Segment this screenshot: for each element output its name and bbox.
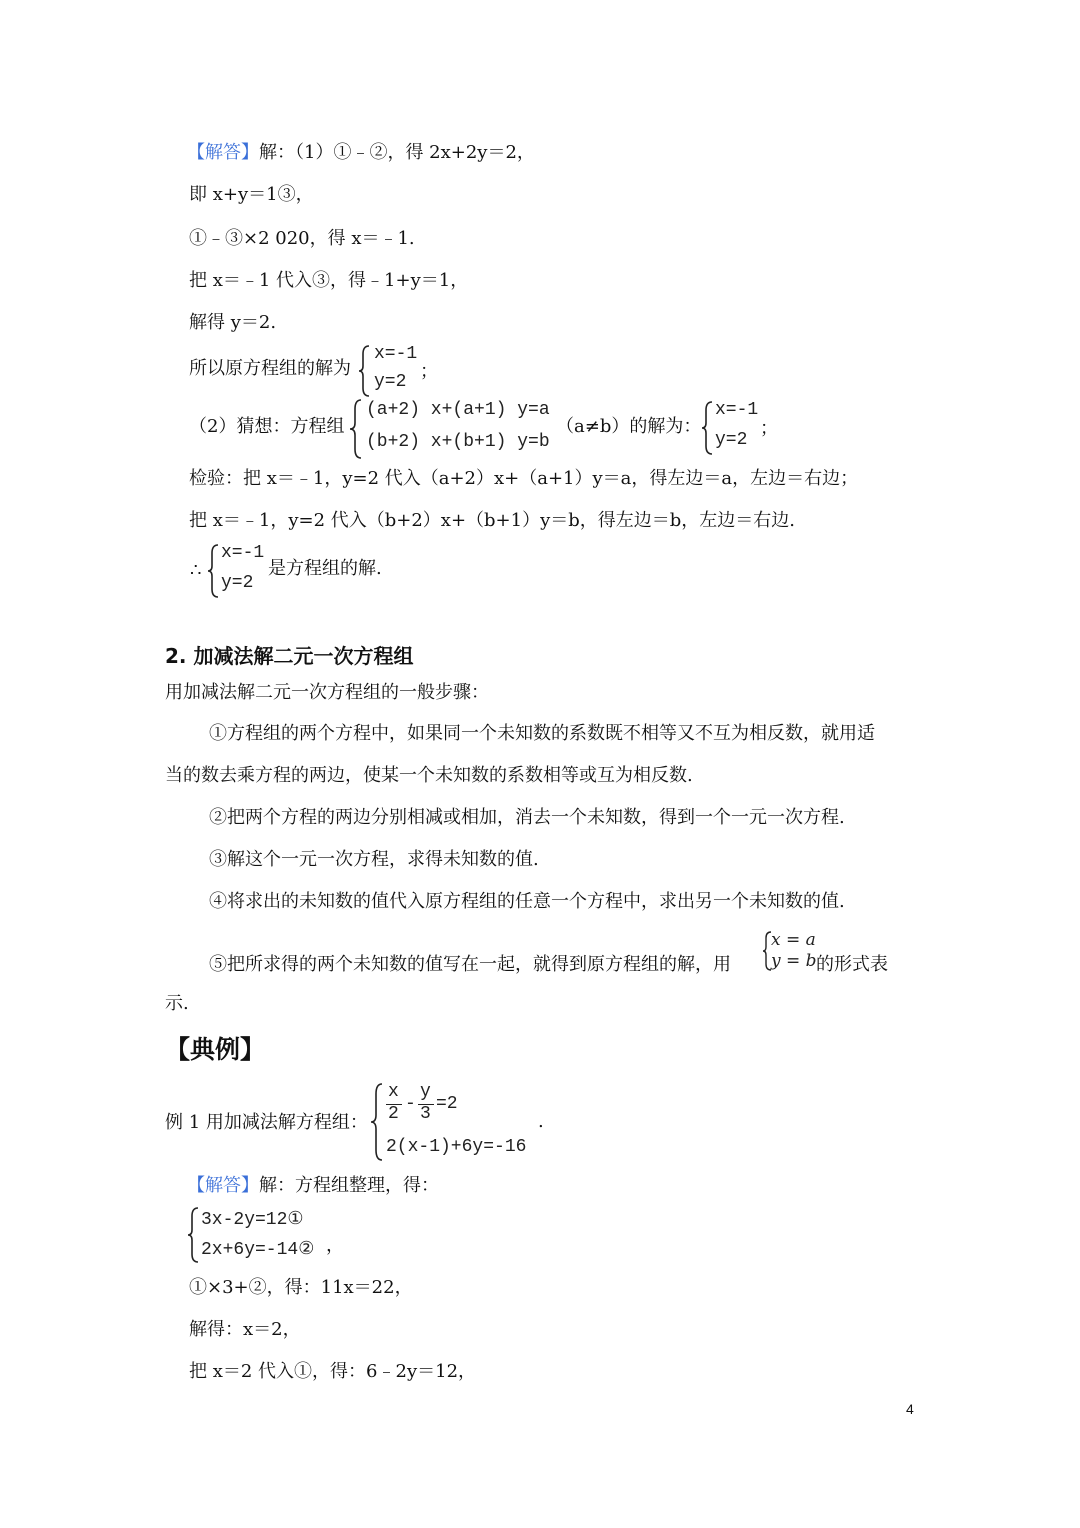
step-3: ③解这个一元一次方程，求得未知数的值. [209, 849, 539, 870]
step-1-line-1: ①方程组的两个方程中，如果同一个未知数的系数既不相等又不互为相反数，就用适 [209, 723, 875, 744]
solution-1-line-2: 即 x+y＝1③， [189, 184, 314, 205]
step-5: ⑤把所求得的两个未知数的值写在一起，就得到原方程组的解，用 [209, 954, 731, 975]
solution-1-line-8: 检验：把 x＝﹣1，y=2 代入（a+2）x+（a+1）y＝a，得左边＝a，左边＝右边； [189, 468, 859, 489]
section-heading: 2. 加减法解二元一次方程组 [165, 644, 414, 668]
guess-system: (a+2) x+(a+1) y=a (b+2) x+(b+1) y=b [366, 400, 550, 452]
section-intro: 用加减法解二元一次方程组的一般步骤： [165, 682, 489, 703]
example-heading: 【典例】 [165, 1035, 266, 1064]
page-number: 4 [906, 1401, 914, 1417]
brace-icon [348, 398, 364, 460]
step-1-line-2: 当的数去乘方程的两边，使某一个未知数的系数相等或互为相反数. [165, 765, 693, 786]
example-1-prompt: 例 1 用加减法解方程组： [165, 1112, 368, 1133]
answer-tag: 【解答】 [187, 1175, 259, 1196]
rearranged-system: 3x-2y=12① 2x+6y=-14② [201, 1210, 315, 1260]
solution-1-line-4: 把 x＝﹣1 代入③，得﹣1+y＝1， [189, 270, 469, 291]
solution-1-line-9: 把 x＝﹣1，y=2 代入（b+2）x+（b+1）y＝b，得左边＝b，左边＝右边. [189, 510, 796, 531]
document-page: 【解答】解：（1）①﹣②，得 2x+2y＝2， 即 x+y＝1③， ①﹣③×2 020，得 x＝﹣1. 把 x＝﹣1 代入③，得﹣1+y＝1， 解得 y＝2. 所以原方程组的解为 x=-1 y=2 ； （2）猜想：方程组 (a+2) x+(a+1) y=a (b+2) x+(b+1) y=b （a≠b）的解为： x=-1 y=2 ； 检验：把 x＝﹣1，y=2 代入（a+2）x+（a+1）y＝a，得左边＝a，左边＝右边； 把 x＝﹣1，y=2 代入（b+2）x+（b+1）y＝b，得左边＝b，左边＝右边. ∴ x=-1 y=2 是方程组的解. 2. 加减法解二元一次方程组 用加减法解二元一次方程组的一般步骤： ①方程组的两个方程中，如果同一个未知数的系数既不相等又不互为相反数，就用适 当的数去乘方程的两边，使某一个未知数的系数相等或互为相反数. ②把两个方程的两边分别相减或相加，消去一个未知数，得到一个一元一次方程. ③解这个一元一次方程，求得未知数的值. ④将求出的未知数的值代入原方程组的任意一个方程中，求出另一个未知数的值. ⑤把所求得的两个未知数的值写在一起，就得到原方程组的解，用 x = a y = b 的形式表 示. 【典例】 例 1 用加减法解方程组： x 2 - y 3 =2 2(x-1)+6y=-16 . 【解答】解：方程组整理，得： 3x-2y=12① 2x+6y=-14② ， ①×3+②，得：11x＝22， 解得：x＝2， 把 x＝2 代入①，得：6﹣2y＝12， 4 [0, 0, 1080, 1528]
brace-icon [206, 543, 220, 599]
solution-1-conclusion: 是方程组的解. [268, 558, 382, 579]
example-answer-line-3: 解得：x＝2， [189, 1319, 301, 1340]
solution-system-d: x=-1 y=2 [221, 543, 265, 593]
brace-icon [186, 1206, 200, 1264]
example-system: x 2 - y 3 =2 2(x-1)+6y=-16 [386, 1082, 527, 1157]
solution-1-line-3: ①﹣③×2 020，得 x＝﹣1. [189, 228, 415, 249]
step-4: ④将求出的未知数的值代入原方程组的任意一个方程中，求出另一个未知数的值. [209, 891, 845, 912]
answer-tag: 【解答】 [187, 142, 259, 163]
brace-icon [700, 400, 714, 456]
solution-system-c: x=-1 y=2 [715, 400, 759, 450]
example-answer-line-2: ①×3+②，得：11x＝22， [189, 1277, 413, 1298]
therefore-symbol: ∴ [190, 560, 202, 581]
example-answer-line-4: 把 x＝2 代入①，得：6﹣2y＝12， [189, 1361, 477, 1382]
brace-icon [357, 344, 371, 398]
solution-form-system: x = a y = b [771, 930, 817, 971]
solution-1-line-6: 所以原方程组的解为 [189, 358, 351, 379]
step-5-continued: 示. [165, 993, 189, 1014]
solution-system-a: x=-1 y=2 [374, 344, 418, 392]
brace-icon [369, 1082, 385, 1162]
example-answer-line-1: 【解答】解：方程组整理，得： [187, 1175, 439, 1196]
solution-1-line-5: 解得 y＝2. [189, 312, 277, 333]
solution-1-line-7: （2）猜想：方程组 [189, 416, 345, 437]
step-2: ②把两个方程的两边分别相减或相加，消去一个未知数，得到一个一元一次方程. [209, 807, 845, 828]
solution-1-line-1: 【解答】解：（1）①﹣②，得 2x+2y＝2， [187, 142, 535, 163]
